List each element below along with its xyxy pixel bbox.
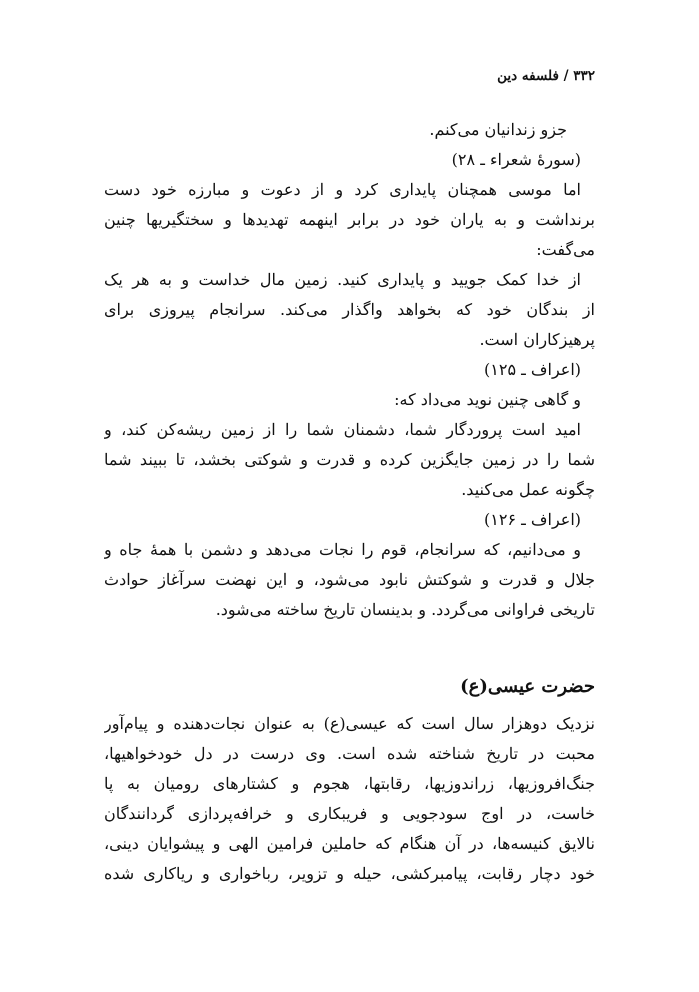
body-text-bottom: [104, 709, 595, 889]
text-line: می‌گفت:: [536, 240, 595, 259]
section-heading: حضرت عیسی(ع): [460, 676, 595, 697]
text-line: جنگ‌افروزیها، زراندوزیها، رقابتها، هجوم و کشتارهای رومیان به پا: [104, 774, 595, 793]
verse-reference: (سورۀ شعراء ـ ۲۸): [451, 150, 581, 169]
verse-reference: (اعراف ـ ۱۲۶): [484, 510, 581, 529]
text-line: جزو زندانیان می‌کنم.: [429, 120, 567, 139]
text-line: چگونه عمل می‌کنید.: [461, 480, 595, 499]
text-line: از خدا کمک جویید و پایداری کنید. زمین مال خداست و به هر یک: [104, 270, 581, 289]
text-line: نزدیک دوهزار سال است که عیسی(ع) به عنوان نجات‌دهنده و پیام‌آور: [104, 714, 595, 733]
text-line: از بندگان خود که بخواهد واگذار می‌کند. سرانجام پیروزی برای: [104, 300, 595, 319]
text-line: و گاهی چنین نوید می‌داد که:: [394, 390, 581, 409]
running-header: ۳۳۲ / فلسفه دین: [497, 68, 595, 84]
text-line: پرهیزکاران است.: [479, 330, 595, 349]
text-line: نالایق کنیسه‌ها، در آن هنگام که حاملین فرامین الهی و پیشوایان دینی،: [104, 834, 595, 853]
text-line: و می‌دانیم، که سرانجام، قوم را نجات می‌دهد و دشمن با همۀ جاه و: [104, 540, 582, 559]
text-line: تاریخی فراوانی می‌گردد. و بدینسان تاریخ ساخته می‌شود.: [215, 600, 595, 619]
text-line: برنداشت و به یاران خود در برابر اینهمه تهدیدها و سختگیریها چنین: [104, 210, 595, 229]
text-line: شما را در زمین جایگزین کرده و قدرت و شوکتی بخشد، تا ببیند شما: [104, 450, 595, 469]
text-line: جلال و قدرت و شوکتش نابود می‌شود، و این نهضت سرآغاز حوادث: [104, 570, 595, 589]
text-line: خاست، در اوج سودجویی و فریبکاری و خرافه‌پردازی گردانندگان: [104, 804, 595, 823]
verse-reference: (اعراف ـ ۱۲۵): [484, 360, 581, 379]
text-line: اما موسی همچنان پایداری کرد و از دعوت و مبارزه خود دست: [104, 180, 581, 199]
body-text-top: [104, 115, 595, 625]
text-line: خود دچار رقابت، پیامبرکشی، حیله و تزویر، رباخواری و ریاکاری شده: [104, 864, 595, 883]
text-line: امید است پروردگار شما، دشمنان شما را از زمین ریشه‌کن کند، و: [104, 420, 581, 439]
text-line: محبت در تاریخ شناخته شده است. وی درست در دل خودخواهیها،: [104, 744, 595, 763]
